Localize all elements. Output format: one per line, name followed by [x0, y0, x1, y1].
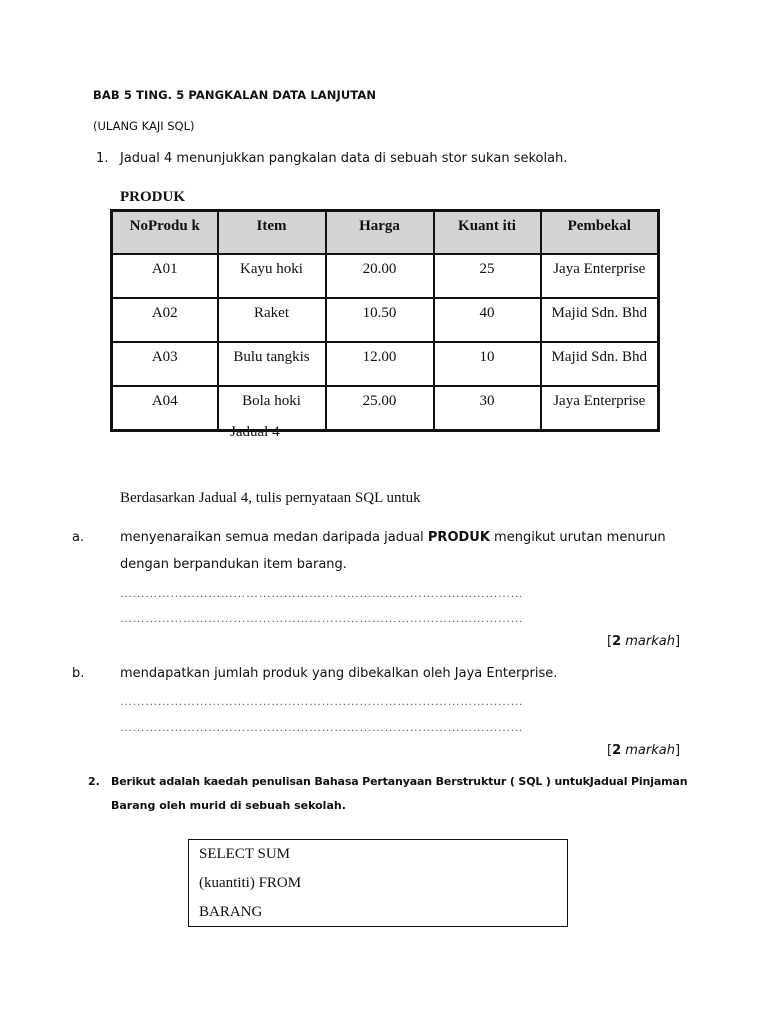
table-cell: 10.50: [326, 298, 434, 342]
marks-word: markah: [625, 743, 675, 758]
table-cell: Jaya Enterprise: [541, 254, 659, 298]
table-caption: Jadual 4: [230, 424, 280, 440]
part-a-text: menyenaraikan semua medan daripada jadual: [120, 530, 428, 545]
table-row: [112, 254, 659, 298]
table-cell: A03: [112, 342, 218, 386]
table-cell: 30: [434, 386, 541, 431]
produk-table: [110, 209, 660, 432]
question-instruction: Berdasarkan Jadual 4, tulis pernyataan SQL untuk: [120, 490, 421, 506]
question-1-text: Jadual 4 menunjukkan pangkalan data di sebuah stor sukan sekolah.: [120, 151, 568, 166]
marks-label: [2 markah]: [607, 634, 681, 649]
marks-number: 2: [612, 634, 622, 649]
table-cell: A02: [112, 298, 218, 342]
table-cell: Kayu hoki: [218, 254, 326, 298]
table-row: [112, 298, 659, 342]
table-row: [112, 342, 659, 386]
table-title: PRODUK: [120, 189, 185, 205]
part-a-label: a.: [72, 530, 85, 545]
table-row: [112, 386, 659, 431]
part-b-label: b.: [72, 666, 85, 681]
table-cell: 20.00: [326, 254, 434, 298]
table-cell: Raket: [218, 298, 326, 342]
sql-line: (kuantiti) FROM: [199, 875, 302, 891]
part-a-text-line2: dengan berpandukan item barang.: [120, 557, 347, 572]
part-a-text-line1: [120, 530, 666, 545]
column-header: Pembekal: [541, 211, 659, 255]
page-subtitle: (ULANG KAJI SQL): [93, 119, 195, 133]
table-name-bold: PRODUK: [427, 530, 490, 545]
sql-line: BARANG: [199, 904, 263, 920]
part-b-text: mendapatkan jumlah produk yang dibekalkan oleh Jaya Enterprise.: [120, 666, 558, 681]
column-header: Harga: [326, 211, 434, 255]
answer-line[interactable]: ……………………………………………………………………………………: [120, 720, 524, 734]
table-cell: 25: [434, 254, 541, 298]
table-cell: A04: [112, 386, 218, 431]
sql-line: SELECT SUM: [199, 846, 290, 862]
question-2-text-line1: Berikut adalah kaedah penulisan Bahasa Pertanyaan Berstruktur ( SQL ) untukJadual Pinjaman: [111, 775, 688, 788]
marks-label: [2 markah]: [607, 743, 681, 758]
answer-line[interactable]: ……………………………………………………………………………………: [120, 586, 524, 600]
sql-code-box: [188, 839, 568, 927]
table-cell: Majid Sdn. Bhd: [541, 298, 659, 342]
table-cell: 40: [434, 298, 541, 342]
question-2-number: 2.: [88, 775, 100, 788]
table-cell: 25.00: [326, 386, 434, 431]
page-title: BAB 5 TING. 5 PANGKALAN DATA LANJUTAN: [93, 88, 377, 102]
table-cell: Majid Sdn. Bhd: [541, 342, 659, 386]
column-header: NoProdu k: [112, 211, 218, 255]
answer-line[interactable]: ……………………………………………………………………………………: [120, 694, 524, 708]
question-1-number: 1.: [96, 151, 109, 166]
question-2-text-line2: Barang oleh murid di sebuah sekolah.: [111, 799, 346, 812]
column-header: Item: [218, 211, 326, 255]
part-a-text: mengikut urutan menurun: [489, 530, 666, 545]
table-cell: Bulu tangkis: [218, 342, 326, 386]
marks-word: markah: [625, 634, 675, 649]
column-header: Kuant iti: [434, 211, 541, 255]
answer-line[interactable]: ……………………………………………………………………………………: [120, 611, 524, 625]
table-cell: 12.00: [326, 342, 434, 386]
table-cell: A01: [112, 254, 218, 298]
table-cell: Bola hoki: [218, 386, 326, 431]
table-cell: 10: [434, 342, 541, 386]
table-cell: Jaya Enterprise: [541, 386, 659, 431]
table-header-row: [112, 211, 659, 255]
marks-number: 2: [612, 743, 622, 758]
